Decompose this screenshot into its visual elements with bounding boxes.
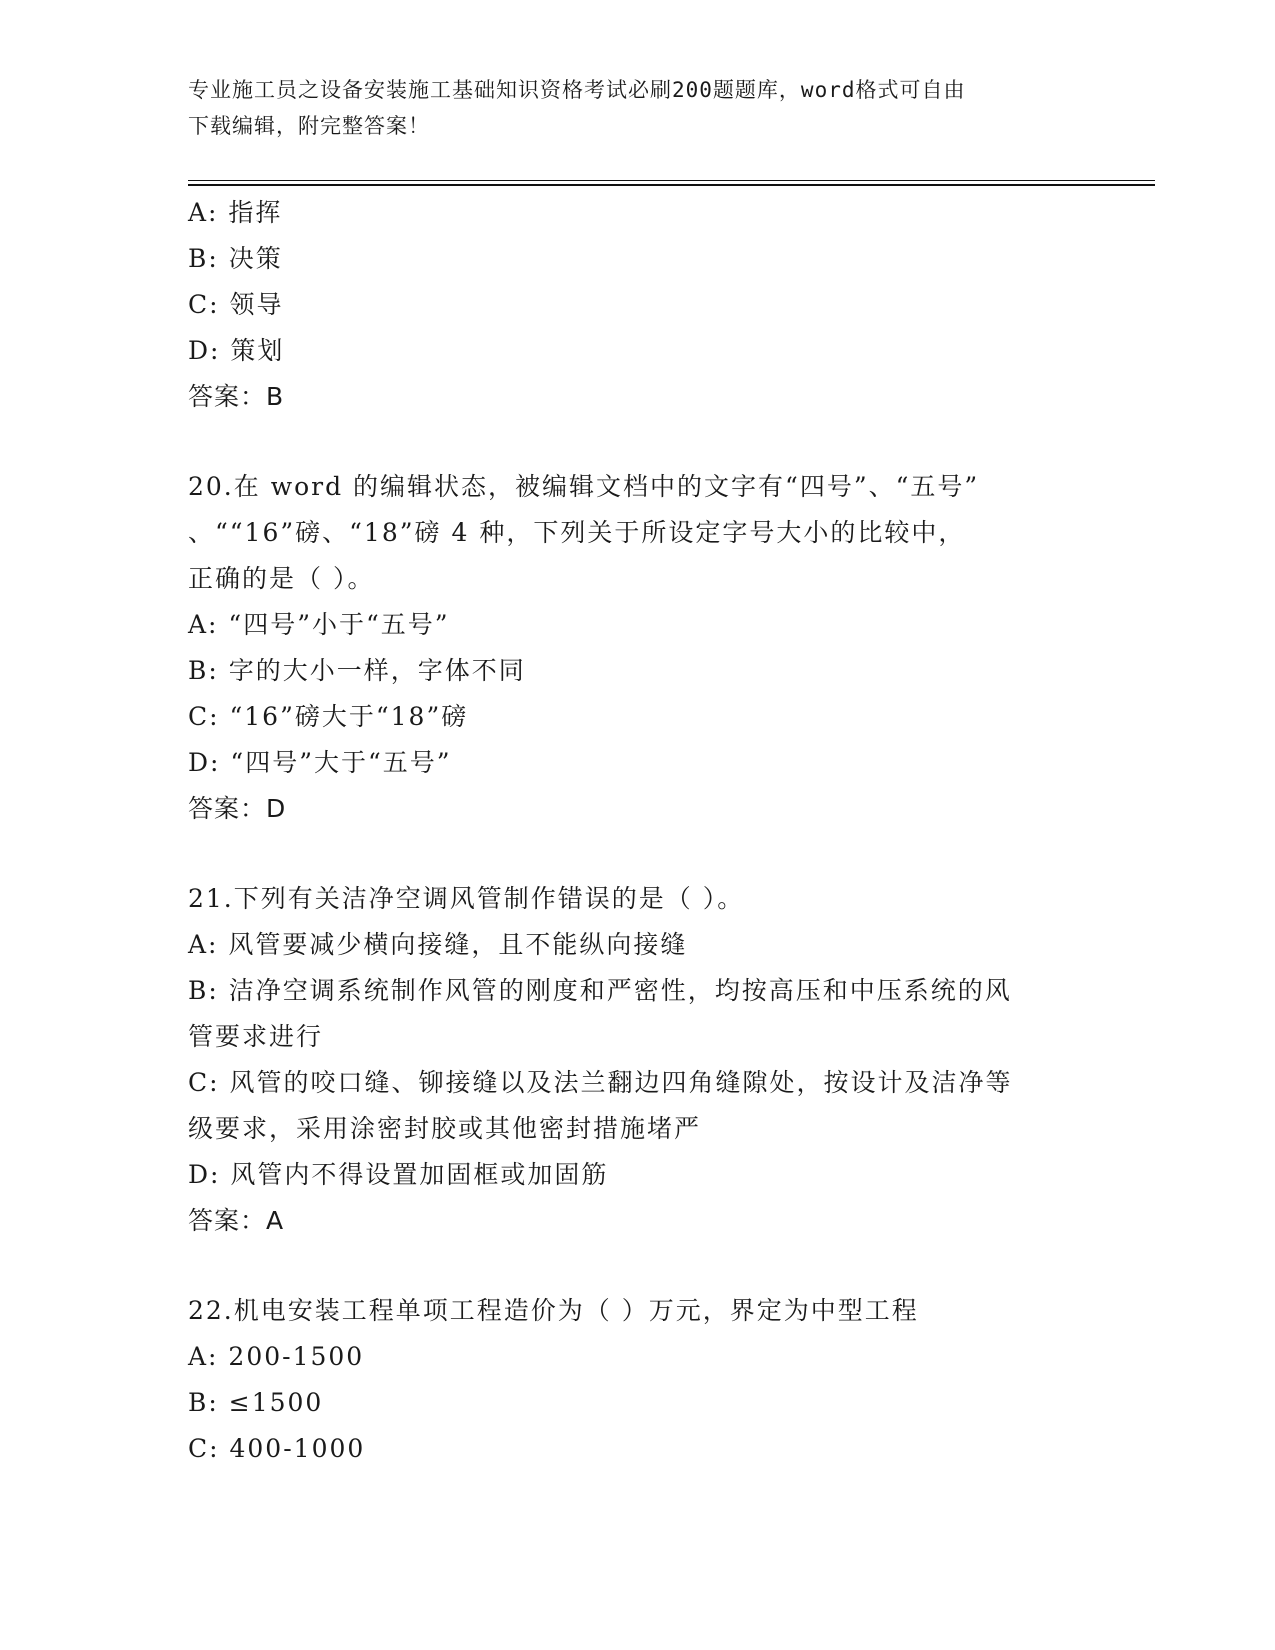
option-c: C: 400-1000 bbox=[188, 1434, 366, 1463]
question-22 bbox=[188, 1288, 1088, 1472]
question-stem-line: 正确的是（ ）。 bbox=[188, 564, 375, 593]
option-b: B: 决策 bbox=[188, 244, 283, 273]
question-stem: 22.机电安装工程单项工程造价为（ ）万元，界定为中型工程 bbox=[188, 1296, 919, 1325]
question-20 bbox=[188, 464, 1088, 832]
option-a: A: 200-1500 bbox=[188, 1342, 365, 1371]
option-b-continued: 管要求进行 bbox=[188, 1022, 324, 1051]
header-line-1: 专业施工员之设备安装施工基础知识资格考试必刷200题题库，word格式可自由 bbox=[188, 78, 966, 102]
question-21 bbox=[188, 876, 1088, 1244]
option-c: C: 领导 bbox=[188, 290, 284, 319]
option-a: A: 风管要减少横向接缝，且不能纵向接缝 bbox=[188, 930, 688, 959]
document-header bbox=[188, 72, 1068, 144]
option-b: B: 洁净空调系统制作风管的刚度和严密性，均按高压和中压系统的风 bbox=[188, 976, 1012, 1005]
question-content bbox=[188, 190, 1088, 1472]
option-c-continued: 级要求，采用涂密封胶或其他密封措施堵严 bbox=[188, 1114, 702, 1143]
option-d: D: 风管内不得设置加固框或加固筋 bbox=[188, 1160, 609, 1189]
option-d: D: 策划 bbox=[188, 336, 285, 365]
header-line-2: 下载编辑，附完整答案！ bbox=[188, 114, 430, 138]
header-divider-thin bbox=[188, 180, 1155, 181]
question-stem-line: 、““16”磅、“18”磅 4 种，下列关于所设定字号大小的比较中， bbox=[188, 518, 966, 547]
option-c: C: 风管的咬口缝、铆接缝以及法兰翻边四角缝隙处，按设计及洁净等 bbox=[188, 1068, 1013, 1097]
option-c: C: “16”磅大于“18”磅 bbox=[188, 702, 469, 731]
option-a: A: 指挥 bbox=[188, 198, 283, 227]
answer-line: 答案：B bbox=[188, 382, 285, 411]
option-d: D: “四号”大于“五号” bbox=[188, 748, 452, 777]
question-stem-line: 20.在 word 的编辑状态，被编辑文档中的文字有“四号”、“五号” bbox=[188, 472, 980, 501]
option-b: B: ≤1500 bbox=[188, 1388, 324, 1417]
question-stem: 21.下列有关洁净空调风管制作错误的是（ ）。 bbox=[188, 884, 745, 913]
header-divider-thick bbox=[188, 184, 1155, 186]
answer-line: 答案：A bbox=[188, 1206, 285, 1235]
question-19 bbox=[188, 190, 1088, 420]
answer-line: 答案：D bbox=[188, 794, 287, 823]
option-a: A: “四号”小于“五号” bbox=[188, 610, 450, 639]
option-b: B: 字的大小一样，字体不同 bbox=[188, 656, 526, 685]
